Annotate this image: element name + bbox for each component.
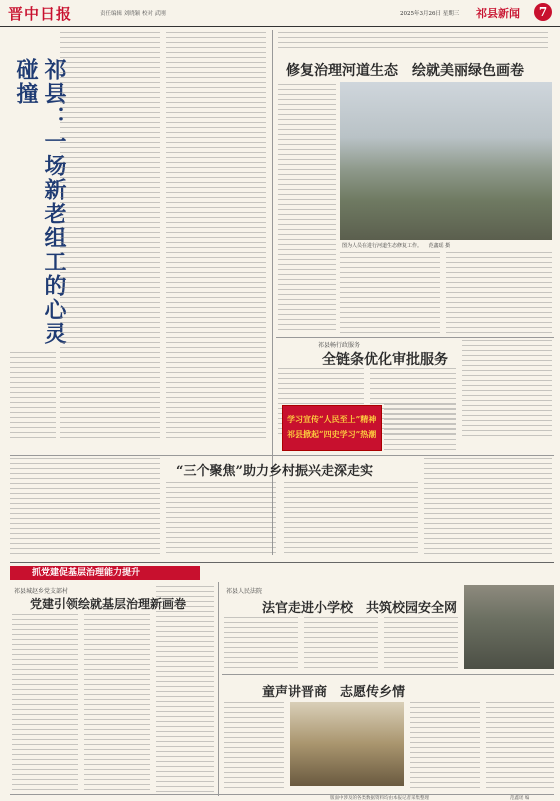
governance-article-body: [12, 614, 78, 796]
rural-story-title: “三个聚焦”助力乡村振兴走深走实: [176, 464, 373, 479]
school-article-body: [384, 617, 458, 669]
governance-banner: [10, 566, 200, 580]
river-intro: [278, 32, 548, 52]
article-body-column: [166, 32, 266, 442]
reading-article-body: [486, 702, 554, 792]
slogan-article-body: [384, 404, 456, 450]
section-divider: [10, 455, 554, 456]
reading-story-title: 童声讲晋商 志愿传乡情: [262, 685, 406, 700]
governance-article-body: [156, 586, 214, 796]
river-article-body: [340, 252, 440, 334]
page-number-badge: [534, 3, 552, 21]
school-article-body: [224, 617, 298, 669]
school-kicker: 祁县人民法院: [226, 588, 263, 595]
slogan-box: [282, 405, 382, 451]
page-number: 7: [538, 5, 548, 19]
masthead: [0, 0, 560, 27]
footer-note: 版面中涉及的各类数据资料均由本报记者采集整理: [330, 796, 429, 801]
column-divider: [218, 582, 219, 796]
rural-article-body: [424, 458, 552, 556]
section-divider: [10, 562, 554, 563]
reading-article-body: [224, 702, 284, 792]
school-article-body: [304, 617, 378, 669]
reading-photo: [290, 702, 404, 786]
river-article-left: [278, 84, 336, 334]
section-divider: [276, 337, 554, 338]
river-photo: [340, 82, 552, 240]
section-name: 祁县新闻: [476, 7, 520, 20]
river-photo-caption: 图为人员在进行河道生态修复工作。 范鑫瑶 摄: [342, 243, 451, 249]
rural-article-body: [10, 458, 160, 556]
slogan-line-1: 学习宣传“人民至上”精神: [287, 414, 377, 424]
school-photo: [464, 585, 554, 669]
vertical-headline: [12, 58, 67, 348]
reading-article-body: [410, 702, 480, 792]
river-article-body: [446, 252, 552, 334]
section-divider: [222, 674, 554, 675]
article-body-column: [10, 352, 56, 442]
footer-credit: 范鑫瑶 编: [510, 796, 530, 801]
newspaper-logo: 晋中日报: [8, 5, 73, 23]
rural-article-body: [284, 482, 418, 556]
issue-date: 2025年3月26日 星期三: [400, 11, 460, 17]
governance-story-title: 党建引领绘就基层治理新画卷: [30, 597, 187, 611]
governance-article-body: [84, 614, 150, 796]
editor-credit: 责任编辑 刘晓颖 校对 武刚: [100, 11, 166, 17]
service-kicker: 祁县畅行政服务: [318, 342, 361, 349]
service-story-title: 全链条优化审批服务: [322, 352, 448, 368]
slogan-line-2: 祁县掀起“四史学习”热潮: [287, 429, 377, 439]
article-body-column: [60, 32, 160, 442]
rural-article-body: [166, 482, 276, 556]
vertical-headline-text: 祁县：一场新老组工的心灵碰撞: [13, 58, 67, 346]
footer-rule: [10, 794, 554, 795]
governance-banner-text: 抓党建促基层治理能力提升: [32, 568, 141, 578]
river-story-title: 修复治理河道生态 绘就美丽绿色画卷: [286, 63, 524, 79]
service-article-body: [462, 340, 552, 440]
governance-kicker: 祁县城赵乡党支部村: [14, 588, 69, 595]
school-story-title: 法官走进小学校 共筑校园安全网: [262, 601, 458, 616]
